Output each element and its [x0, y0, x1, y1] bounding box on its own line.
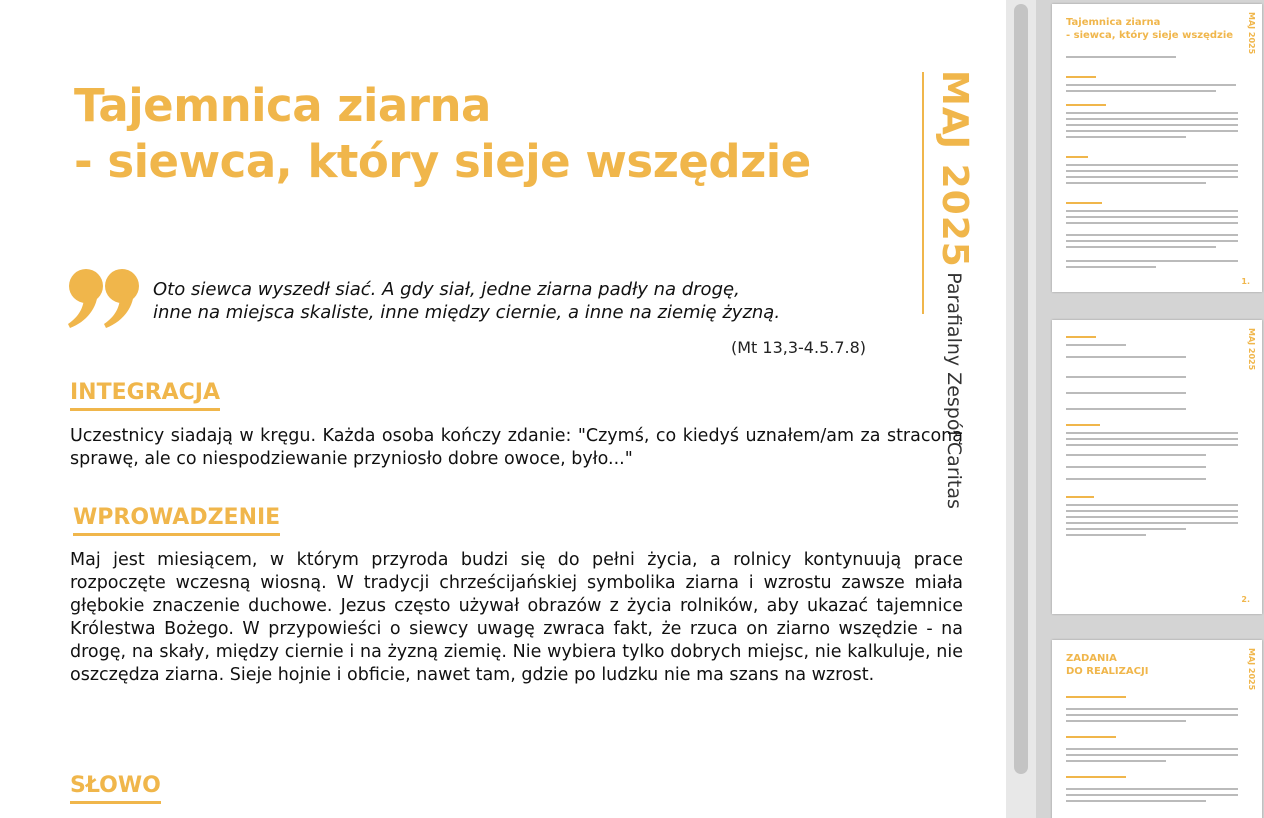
thumb-heading-line [1066, 496, 1094, 498]
thumb-text-line [1066, 444, 1238, 446]
thumb-text-line [1066, 170, 1238, 172]
thumb-text-line [1066, 788, 1238, 790]
title-line-2: - siewca, który sieje wszędzie [74, 135, 811, 188]
thumb-text-line [1066, 800, 1206, 802]
thumb-text-line [1066, 504, 1238, 506]
thumb-text-line [1066, 708, 1238, 710]
thumb-text-line [1066, 164, 1238, 166]
page-thumbnail-3[interactable] [1052, 640, 1262, 818]
thumb-heading-line [1066, 696, 1126, 698]
thumbnail-panel [1036, 0, 1264, 818]
thumb-text-line [1066, 182, 1206, 184]
thumb-text-line [1066, 176, 1238, 178]
thumb-1-page-number: 1. [1241, 277, 1250, 286]
thumb-heading-line [1066, 336, 1096, 338]
thumb-text-line [1066, 56, 1176, 58]
thumb-text-line [1066, 392, 1186, 394]
quote-line-2: inne na miejsca skaliste, inne między ciernie, a inne na ziemię żyzną. [153, 302, 781, 323]
thumb-heading-line [1066, 736, 1116, 738]
thumb-text-line [1066, 528, 1186, 530]
thumb-heading-line [1066, 776, 1126, 778]
page-title [74, 78, 811, 190]
thumb-heading-line [1066, 202, 1102, 204]
quote-line-1: Oto siewca wyszedł siać. A gdy siał, jedne ziarna padły na drogę, [153, 279, 740, 300]
thumb-text-line [1066, 510, 1238, 512]
heading-slowo: SŁOWO [70, 773, 161, 804]
thumb-text-line [1066, 210, 1238, 212]
thumb-heading-line [1066, 156, 1088, 158]
thumb-text-line [1066, 84, 1236, 86]
quote-marks-icon [66, 250, 146, 330]
thumb-text-line [1066, 112, 1238, 114]
thumb-text-line [1066, 432, 1238, 434]
vertical-scrollbar[interactable] [1006, 0, 1036, 818]
thumb-text-line [1066, 478, 1206, 480]
thumb-text-line [1066, 234, 1238, 236]
thumb-3-title-line-2: DO REALIZACJI [1066, 666, 1149, 677]
thumb-text-line [1066, 754, 1238, 756]
thumb-text-line [1066, 454, 1206, 456]
thumb-text-line [1066, 344, 1126, 346]
wprowadzenie-text: Maj jest miesiącem, w którym przyroda budzi się do pełni życia, a rolnicy kontynuują prace rozpoczęte wczesną wiosną. W tradycji chrześcijańskiej symbolika ziarna i wzrostu zawsze miała głębokie znaczenie duchowe. Jezus często używał obrazów z życia rolników, aby ukazać tajemnice Królestwa Bożego. W przypowieści o siewcy uwagę zwraca fakt, że rzuca on ziarno wszędzie - na drogę, na skały, między ciernie i na żyzną ziemię. Nie wybiera tylko dobrych miejsc, nie kalkuluje, nie oszczędza ziarna. Sieje hojnie i obficie, nawet tam, gdzie po ludzku nie ma szans na wzrost. [70, 550, 963, 685]
thumb-text-line [1066, 240, 1238, 242]
thumb-text-line [1066, 118, 1238, 120]
thumb-text-line [1066, 130, 1238, 132]
thumb-text-line [1066, 260, 1238, 262]
thumb-text-line [1066, 516, 1238, 518]
page-thumbnail-2[interactable] [1052, 320, 1262, 614]
integracja-text: Uczestnicy siadają w kręgu. Każda osoba kończy zdanie: "Czymś, co kiedyś uznałem/am za straconą sprawę, ale co niespodziewanie przyniosło dobre owoce, było..." [70, 426, 963, 469]
thumb-text-line [1066, 266, 1156, 268]
thumb-2-page-number: 2. [1241, 595, 1250, 604]
thumb-1-title-line-1: Tajemnica ziarna [1066, 17, 1161, 28]
thumb-text-line [1066, 222, 1238, 224]
heading-integracja: INTEGRACJA [70, 380, 220, 411]
thumb-text-line [1066, 466, 1206, 468]
thumb-text-line [1066, 794, 1238, 796]
thumb-text-line [1066, 408, 1186, 410]
thumb-heading-line [1066, 76, 1096, 78]
thumb-1-title [1066, 16, 1233, 42]
thumb-text-line [1066, 760, 1166, 762]
thumb-text-line [1066, 216, 1238, 218]
thumb-1-side-label: MAJ 2025 [1247, 12, 1256, 55]
thumb-text-line [1066, 376, 1186, 378]
page-thumbnail-1[interactable] [1052, 4, 1262, 292]
thumb-heading-line [1066, 104, 1106, 106]
side-month: MAJ 2025 [934, 70, 975, 268]
scrollbar-thumb[interactable] [1014, 4, 1028, 774]
side-team: Parafialny Zespół Caritas [943, 272, 965, 509]
thumb-text-line [1066, 136, 1186, 138]
side-divider [922, 72, 924, 314]
thumb-text-line [1066, 720, 1186, 722]
thumb-heading-line [1066, 424, 1100, 426]
thumb-text-line [1066, 534, 1146, 536]
scripture-quote [153, 278, 780, 324]
thumb-3-side-label: MAJ 2025 [1247, 648, 1256, 691]
thumb-text-line [1066, 438, 1238, 440]
heading-wprowadzenie: WPROWADZENIE [73, 505, 280, 536]
thumb-text-line [1066, 124, 1238, 126]
thumb-text-line [1066, 748, 1238, 750]
thumb-text-line [1066, 522, 1238, 524]
thumb-text-line [1066, 356, 1186, 358]
thumb-text-line [1066, 714, 1238, 716]
thumb-text-line [1066, 90, 1216, 92]
thumb-2-side-label: MAJ 2025 [1247, 328, 1256, 371]
title-line-1: Tajemnica ziarna [74, 79, 491, 132]
side-label [934, 70, 975, 509]
thumb-3-title [1066, 652, 1148, 678]
quote-reference: (Mt 13,3-4.5.7.8) [731, 338, 867, 357]
thumb-text-line [1066, 246, 1216, 248]
thumb-3-title-line-1: ZADANIA [1066, 653, 1117, 664]
thumb-1-title-line-2: - siewca, który sieje wszędzie [1066, 30, 1234, 41]
